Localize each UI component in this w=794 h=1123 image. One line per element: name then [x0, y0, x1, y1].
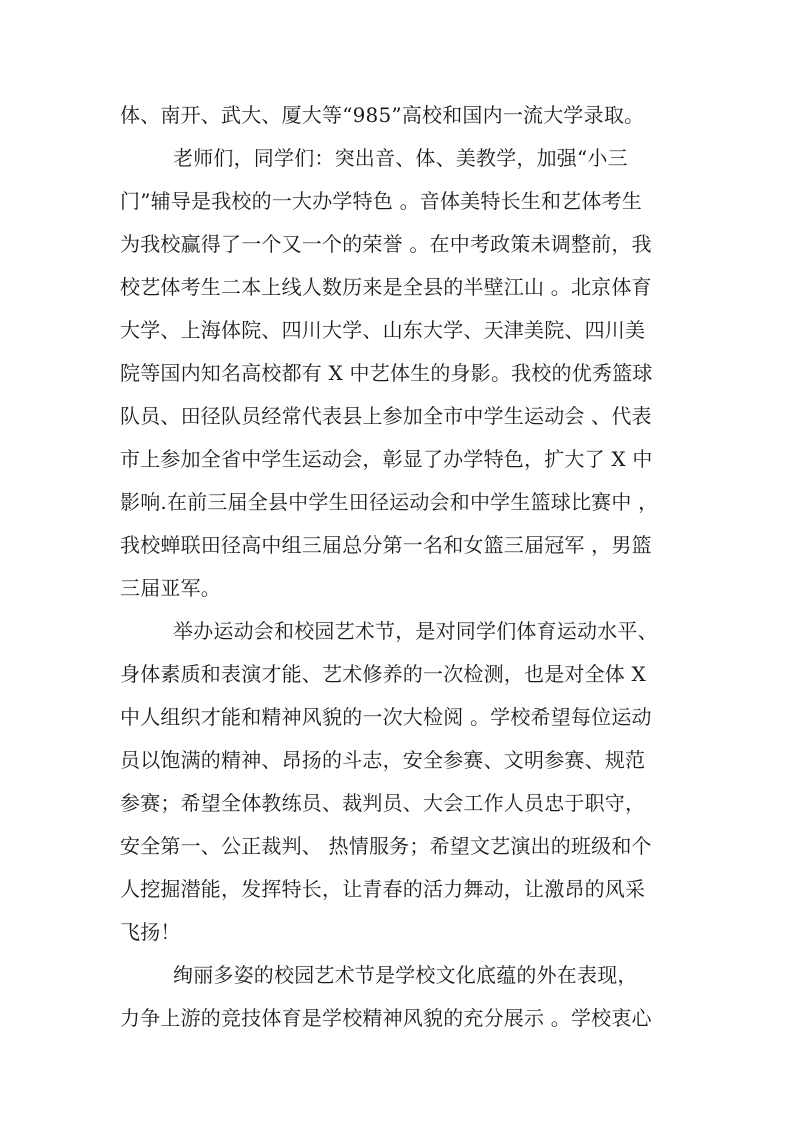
- text-line: 人挖掘潜能，发挥特长，让青春的活力舞动，让激昂的风采: [120, 877, 646, 901]
- paragraph-start-line: 绚丽多姿的校园艺术节是学校文化底蕴的外在表现，: [173, 963, 638, 987]
- text-line: 体、南开、武大、厦大等“985”高校和国内一流大学录取。: [120, 103, 645, 127]
- text-line: 飞扬！: [120, 920, 181, 944]
- text-line: 队员、田径队员经常代表县上参加全市中学生运动会 、代表: [120, 404, 652, 428]
- paragraph-start-line: 老师们，同学们：突出音、体、美教学，加强“小三: [173, 146, 628, 170]
- text-line: 市上参加全省中学生运动会，彰显了办学特色，扩大了 X 中: [120, 447, 653, 471]
- text-line: 身体素质和表演才能、艺术修养的一次检测，也是对全体 X: [120, 662, 646, 686]
- text-line: 参赛；希望全体教练员、裁判员、大会工作人员忠于职守，: [120, 791, 646, 815]
- text-line: 安全第一、公正裁判、 热情服务；希望文艺演出的班级和个: [120, 834, 652, 858]
- text-line: 大学、上海体院、四川大学、山东大学、天津美院、四川美: [120, 318, 646, 342]
- text-line: 为我校赢得了一个又一个的荣誉 。在中考政策未调整前，我: [120, 232, 652, 256]
- text-line: 影响.在前三届全县中学生田径运动会和中学生篮球比赛中 ，: [120, 490, 659, 514]
- paragraph-start-line: 举办运动会和校园艺术节，是对同学们体育运动水平、: [173, 619, 658, 643]
- text-line: 院等国内知名高校都有 X 中艺体生的身影。我校的优秀篮球: [120, 361, 653, 385]
- text-line: 中人组织才能和精神风貌的一次大检阅 。学校希望每位运动: [120, 705, 652, 729]
- text-line: 我校蝉联田径高中组三届总分第一名和女篮三届冠军 ，男篮: [120, 533, 652, 557]
- text-line: 三届亚军。: [120, 576, 221, 600]
- text-line: 门”辅导是我校的一大办学特色 。音体美特长生和艺体考生: [120, 189, 642, 213]
- text-line: 力争上游的竞技体育是学校精神风貌的充分展示 。学校衷心: [120, 1006, 652, 1030]
- text-line: 校艺体考生二本上线人数历来是全县的半壁江山 。北京体育: [120, 275, 652, 299]
- text-line: 员以饱满的精神、昂扬的斗志，安全参赛、文明参赛、规范: [120, 748, 646, 772]
